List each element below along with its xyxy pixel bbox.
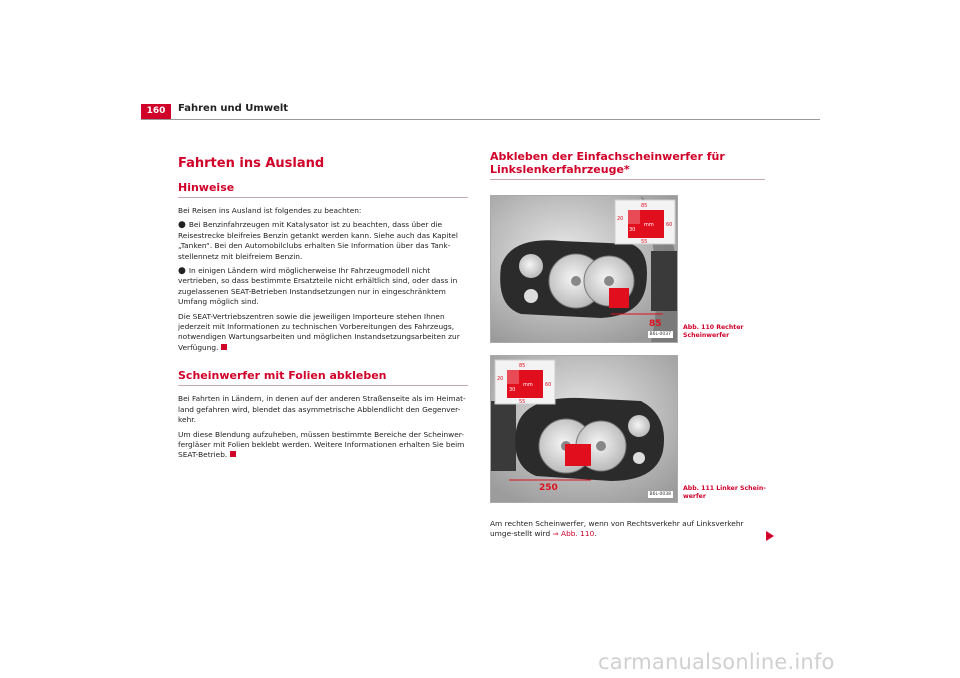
- figure-left-headlight: [490, 355, 678, 503]
- continue-arrow-icon: [766, 531, 774, 541]
- headlight-illustration: [491, 196, 677, 342]
- watermark: carmanualsonline.info: [598, 650, 835, 674]
- dim-top: 85: [641, 203, 648, 209]
- dim-left: 20: [617, 216, 624, 222]
- paragraph: [178, 312, 468, 354]
- dim-top: 85: [519, 363, 526, 369]
- bullet-icon: ●: [178, 266, 186, 277]
- figure-id: B6L-0037: [649, 332, 671, 337]
- paragraph: [178, 430, 468, 461]
- dim-inner: 30: [629, 227, 636, 233]
- paragraph-text: Am rechten Scheinwerfer, wenn von Rechtsverkehr auf Linksverkehr umge-stellt wird: [490, 519, 744, 539]
- dim-bottom: 55: [519, 399, 526, 405]
- bullet-icon: ●: [178, 220, 186, 231]
- measurement-label: 85: [649, 319, 662, 329]
- page-number: 160: [141, 104, 171, 119]
- section-title-abkleben: Abkleben der Einfachscheinwerfer für Linkslenkerfahrzeuge*: [490, 150, 765, 180]
- figure-right-headlight: [490, 195, 678, 343]
- paragraph-text: Um diese Blendung aufzuheben, müssen bestimmte Bereiche der Scheinwer-fergläser mit Folien beklebt werden. Weitere Informationen erhalten Sie beim SEAT-Betrieb.: [178, 429, 465, 460]
- end-of-section-icon: [221, 344, 227, 350]
- bullet-item: [178, 220, 468, 262]
- dim-left: 20: [497, 376, 504, 382]
- right-column: [490, 150, 765, 188]
- bullet-item: [178, 266, 468, 308]
- paragraph-text: Die SEAT-Vertriebszentren sowie die jeweiligen Importeure stehen Ihnen jederzeit mit Informationen zu technischen Vorbereitungen des Fahrzeugs, notwendigen Wartungsarbeiten und möglichen Instandsetzungsarbeiten zur Verfügung.: [178, 311, 460, 352]
- figure-reference-link[interactable]: ⇒ Abb. 110: [552, 529, 595, 539]
- section-title-hinweise: Hinweise: [178, 181, 468, 198]
- dim-unit: mm: [644, 222, 654, 228]
- dim-bottom: 55: [641, 239, 648, 245]
- end-of-section-icon: [230, 451, 236, 457]
- paragraph: Bei Fahrten in Ländern, in denen auf der anderen Straßenseite als im Heimat-land gefahren wird, blendet das asymmetrische Abblendlicht den Gegenver-kehr.: [178, 394, 466, 425]
- dim-inner: 30: [509, 387, 516, 393]
- measurement-label: 250: [539, 483, 558, 493]
- bullet-text: Bei Benzinfahrzeugen mit Katalysator ist zu beachten, dass über die Reisestrecke bleifreies Benzin getankt werden kann. Siehe auch das Kapitel „Tanken“. Bei den Automobilclubs erhalten Sie Information über das Tank-stellennetz mit bleifreiem Benzin.: [178, 220, 458, 261]
- left-column: [178, 150, 468, 465]
- dim-right: 60: [545, 382, 552, 388]
- instruction-text: [490, 519, 765, 544]
- section-title-folien: Scheinwerfer mit Folien abkleben: [178, 369, 468, 386]
- chapter-title: Fahrten ins Ausland: [178, 156, 325, 171]
- header-divider: [141, 119, 820, 120]
- headlight-illustration: [491, 356, 677, 502]
- figure-caption-110: Abb. 110 Rechter Scheinwerfer: [683, 324, 744, 339]
- figure-caption-111: Abb. 111 Linker Schein-werfer: [683, 485, 766, 500]
- dim-unit: mm: [523, 382, 533, 388]
- figure-id: B6L-0038: [649, 492, 671, 497]
- paragraph-end: .: [594, 529, 597, 539]
- running-header: Fahren und Umwelt: [178, 103, 289, 114]
- paragraph: [490, 519, 765, 540]
- intro-text: Bei Reisen ins Ausland ist folgendes zu beachten:: [178, 206, 362, 215]
- dim-right: 60: [666, 222, 673, 228]
- bullet-text: In einigen Ländern wird möglicherweise Ihr Fahrzeugmodell nicht vertrieben, so dass bestimmte Ersatzteile nicht erhältlich sind, oder dass in zugelassenen SEAT-Betrieben Instandsetzungen nur in eingeschränktem Umfang möglich sind.: [178, 266, 458, 307]
